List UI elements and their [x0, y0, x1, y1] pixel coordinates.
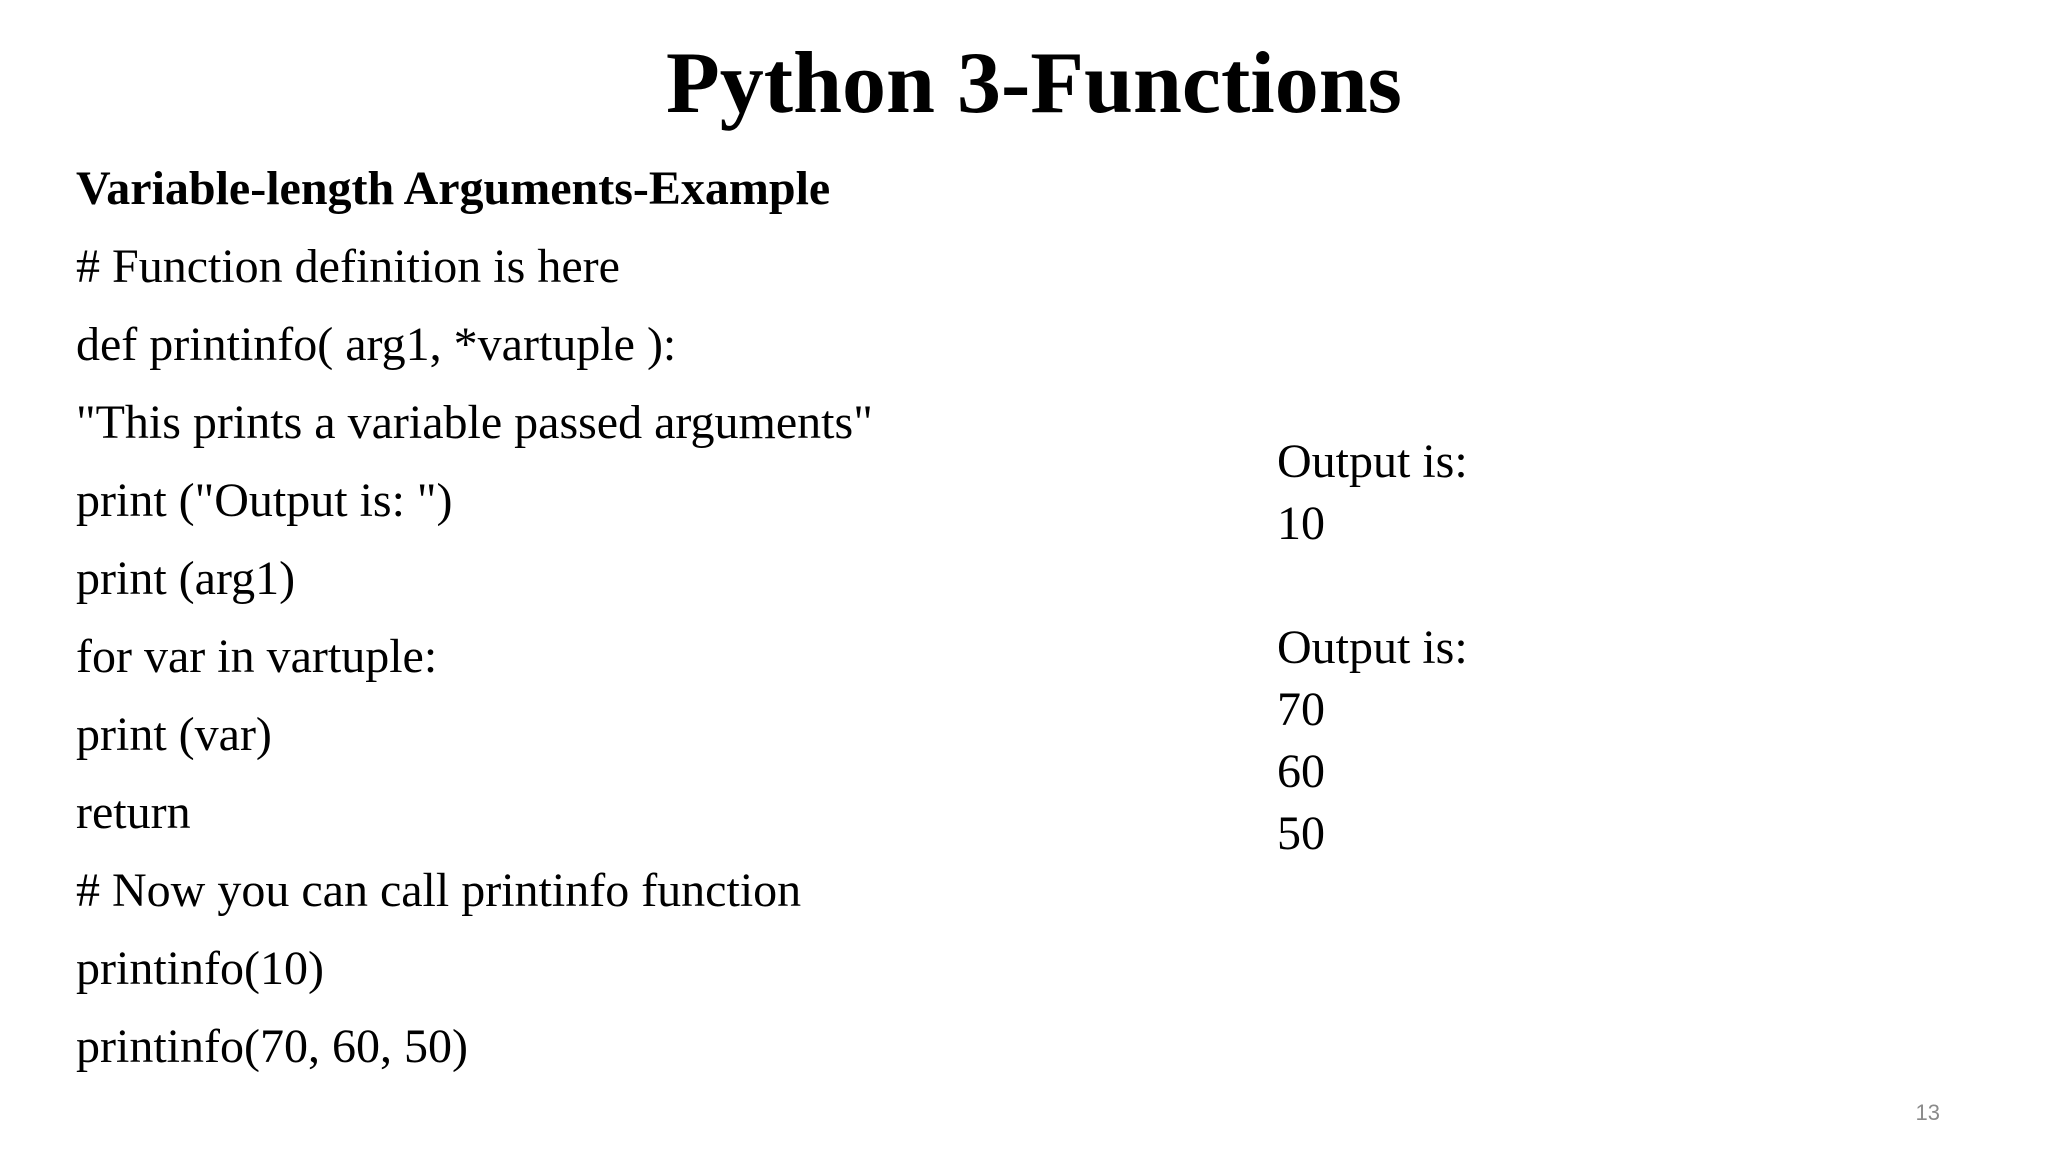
code-line: for var in vartuple:: [76, 630, 438, 683]
code-line: print (var): [76, 708, 272, 761]
code-line: # Now you can call printinfo function: [76, 864, 802, 917]
output-line: 60: [1277, 745, 1325, 798]
code-line: return: [76, 786, 191, 839]
output-block: [1277, 431, 1777, 865]
output-line: Output is:: [1277, 435, 1468, 488]
code-line: printinfo(10): [76, 942, 324, 995]
code-line: "This prints a variable passed arguments": [76, 396, 873, 449]
code-block: [76, 150, 1176, 1086]
code-line: def printinfo( arg1, *vartuple ):: [76, 318, 677, 371]
code-line: printinfo(70, 60, 50): [76, 1020, 468, 1073]
slide-title: Python 3-Functions: [666, 35, 1402, 132]
code-line: # Function definition is here: [76, 240, 620, 293]
code-line: print ("Output is: "): [76, 474, 453, 527]
output-line: Output is:: [1277, 621, 1468, 674]
output-line: 50: [1277, 807, 1325, 860]
output-spacer: [1277, 555, 1777, 617]
code-line: print (arg1): [76, 552, 296, 605]
output-line: 10: [1277, 497, 1325, 550]
page-number: 13: [1915, 1100, 1940, 1125]
section-heading: Variable-length Arguments-Example: [76, 162, 831, 215]
output-line: 70: [1277, 683, 1325, 736]
